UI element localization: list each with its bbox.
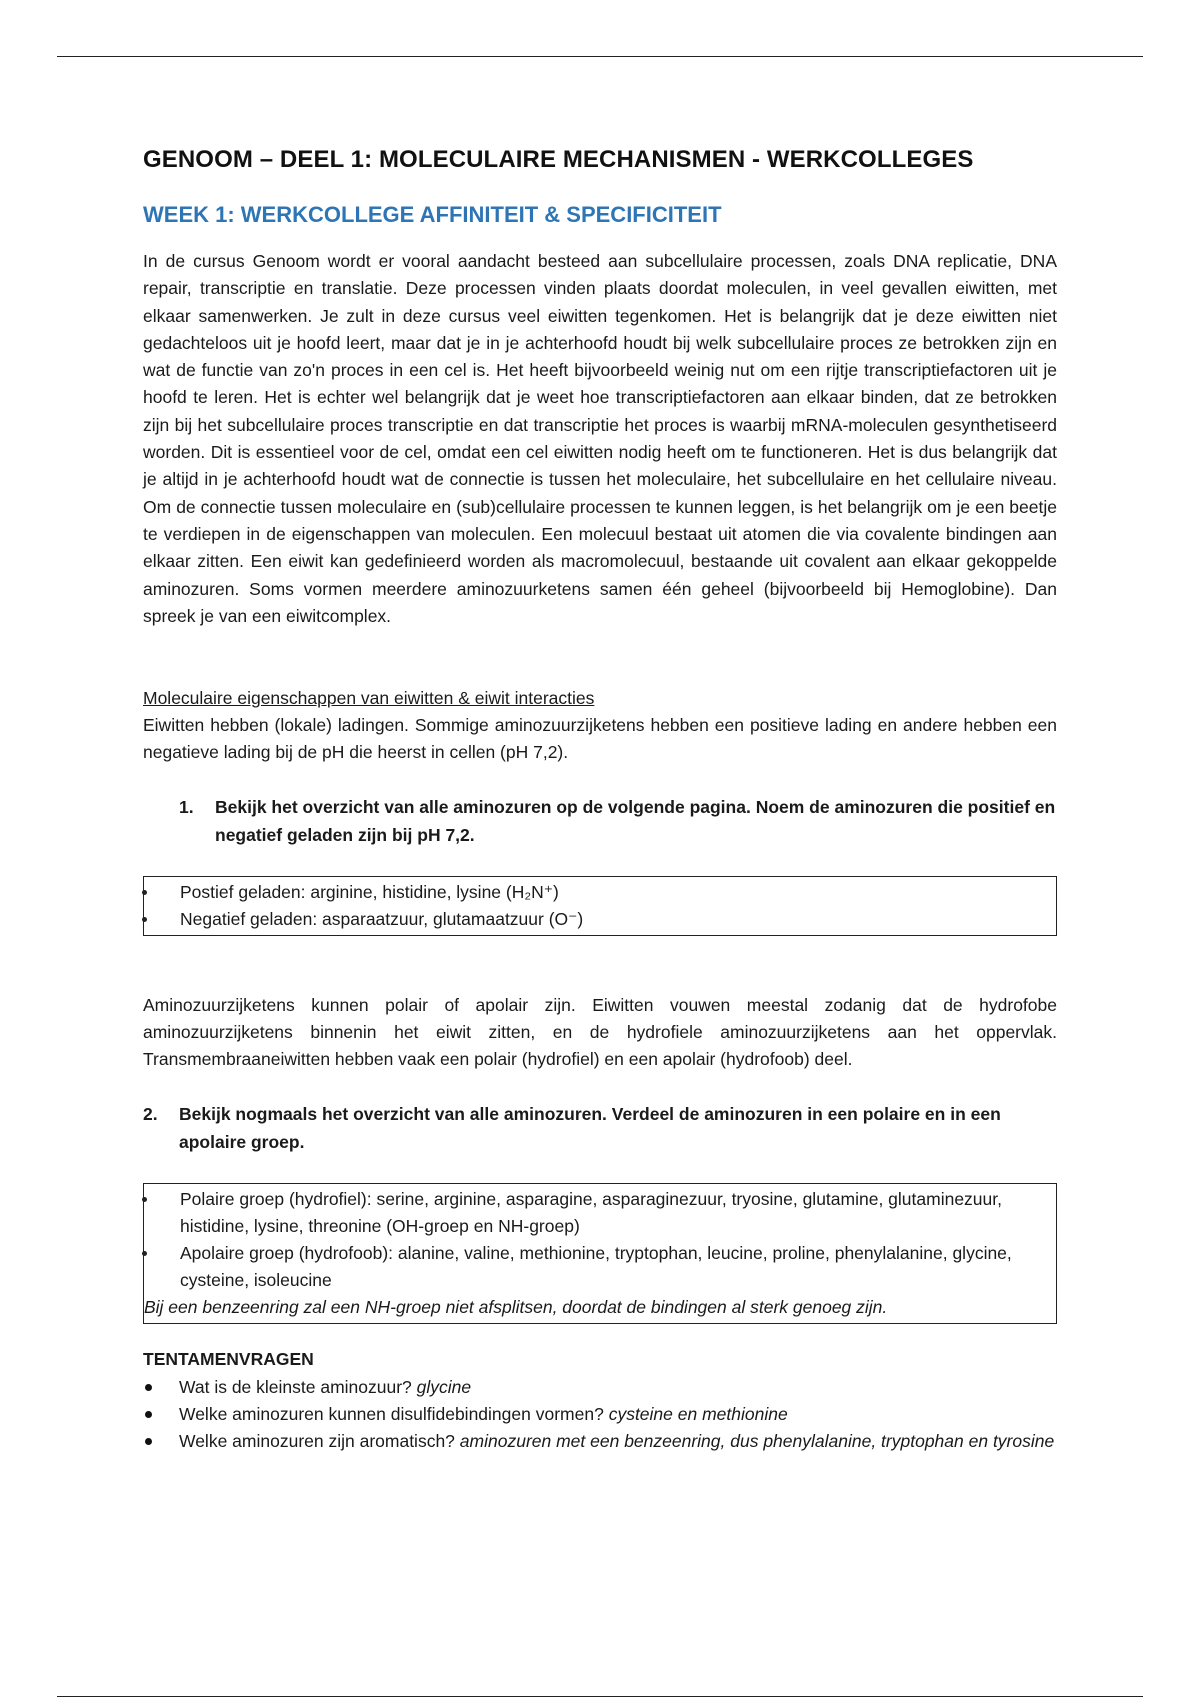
- exam-question: Wat is de kleinste aminozuur?: [179, 1376, 412, 1397]
- section-title: Moleculaire eigenschappen van eiwitten & eiwit interacties: [143, 688, 595, 709]
- answer-item: [144, 879, 1056, 906]
- bullet-icon: [144, 1186, 180, 1240]
- footer-rule: [57, 1696, 1143, 1697]
- document-page: [143, 146, 1057, 1455]
- exam-question: Welke aminozuren kunnen disulfidebindingen vormen?: [179, 1403, 604, 1424]
- header-rule: [57, 56, 1143, 57]
- exam-list: [143, 1374, 1057, 1455]
- exam-item: [143, 1428, 1057, 1455]
- bullet-icon: [144, 1240, 180, 1294]
- bullet-icon: [143, 1401, 179, 1428]
- question-2: [143, 1100, 1057, 1156]
- answer-item: [144, 1186, 1056, 1240]
- exam-question: Welke aminozuren zijn aromatisch?: [179, 1430, 455, 1451]
- bullet-icon: [144, 879, 180, 906]
- answer-text: Polaire groep (hydrofiel): serine, arginine, asparagine, asparaginezuur, tryosine, glutamine, glutaminezuur, histidine, lysine, threonine (OH-groep en NH-groep): [180, 1188, 1002, 1236]
- exam-answer: cysteine en methionine: [608, 1403, 788, 1424]
- exam-answer: glycine: [416, 1376, 472, 1397]
- intro-paragraph: In de cursus Genoom wordt er vooral aandacht besteed aan subcellulaire processen, zoals DNA replicatie, DNA repair, transcriptie en translatie. Deze processen vinden plaats doordat moleculen, in veel gevallen eiwitten, met elkaar samenwerken. Je zult in deze cursus veel eiwitten tegenkomen. Het is belangrijk dat je deze eiwitten niet gedachteloos uit je hoofd leert, maar dat je in je achterhoofd houdt bij welk subcellulaire proces ze betrokken zijn en wat de functie van zo'n proces in een cel is. Het heeft bijvoorbeeld weinig nut om een rijtje transcriptiefactoren uit je hoofd te leren. Het is echter wel belangrijk dat je weet hoe transcriptiefactoren aan elkaar binden, dat ze betrokken zijn bij het subcellulaire proces transcriptie en dat transcriptie het proces is waarbij mRNA-moleculen gesynthetiseerd worden. Dit is essentieel voor de cel, omdat een cel eiwitten nodig heeft om te functioneren. Het is dus belangrijk dat je altijd in je achterhoofd houdt wat de connectie is tussen het moleculaire, het subcellulaire en het cellulaire niveau. Om de connectie tussen moleculaire en (sub)cellulaire processen te kunnen leggen, is het belangrijk om je een beetje te verdiepen in de eigenschappen van moleculen. Een molecuul bestaat uit atomen die via covalente bindingen aan elkaar zitten. Een eiwit kan gedefinieerd worden als macromolecuul, bestaande uit covalent aan elkaar gekoppelde aminozuren. Soms vormen meerdere aminozuurketens samen één geheel (bijvoorbeeld bij Hemoglobine). Dan spreek je van een eiwitcomplex.: [143, 251, 1057, 626]
- document-title: GENOOM – DEEL 1: MOLECULAIRE MECHANISMEN - WERKCOLLEGES: [143, 146, 974, 173]
- answer-note: Bij een benzeenring zal een NH-groep niet afsplitsen, doordat de bindingen al sterk genoeg zijn.: [144, 1296, 888, 1317]
- answer-text: Apolaire groep (hydrofoob): alanine, valine, methionine, tryptophan, leucine, proline, phenylalanine, glycine, cysteine, isoleucine: [180, 1242, 1012, 1290]
- section-paragraph: Eiwitten hebben (lokale) ladingen. Sommige aminozuurzijketens hebben een positieve lading en andere hebben een negatieve lading bij de pH die heerst in cellen (pH 7,2).: [143, 715, 1057, 763]
- week-heading: WEEK 1: WERKCOLLEGE AFFINITEIT & SPECIFICITEIT: [143, 202, 722, 227]
- exam-answer: aminozuren met een benzeenring, dus phenylalanine, tryptophan en tyrosine: [459, 1430, 1055, 1451]
- answer-text: Postief geladen: arginine, histidine, lysine (H₂N⁺): [180, 881, 559, 902]
- bullet-icon: [144, 906, 180, 933]
- exam-item: [143, 1401, 1057, 1428]
- answer-text: Negatief geladen: asparaatzuur, glutamaatzuur (O⁻): [180, 908, 584, 929]
- question-1-number: 1.: [179, 796, 194, 817]
- bullet-icon: [143, 1374, 179, 1401]
- question-2-number: 2.: [143, 1103, 158, 1124]
- answer-item: [144, 906, 1056, 933]
- exam-item: [143, 1374, 1057, 1401]
- answer-box-2: [143, 1183, 1057, 1324]
- bullet-icon: [143, 1428, 179, 1455]
- polarity-paragraph: Aminozuurzijketens kunnen polair of apolair zijn. Eiwitten vouwen meestal zodanig dat de hydrofobe aminozuurzijketens binnenin het eiwit zitten, en de hydrofiele aminozuurzijketens aan het oppervlak. Transmembraaneiwitten hebben vaak een polair (hydrofiel) en een apolair (hydrofoob) deel.: [143, 994, 1057, 1070]
- exam-title: TENTAMENVRAGEN: [143, 1348, 314, 1369]
- question-1-text: Bekijk het overzicht van alle aminozuren op de volgende pagina. Noem de aminozuren die positief en negatief geladen zijn bij pH 7,2.: [215, 796, 1056, 845]
- answer-box-1: [143, 876, 1057, 936]
- question-2-text: Bekijk nogmaals het overzicht van alle aminozuren. Verdeel de aminozuren in een polaire en in een apolaire groep.: [179, 1103, 1001, 1152]
- question-1: [179, 793, 1057, 849]
- answer-item: [144, 1240, 1056, 1294]
